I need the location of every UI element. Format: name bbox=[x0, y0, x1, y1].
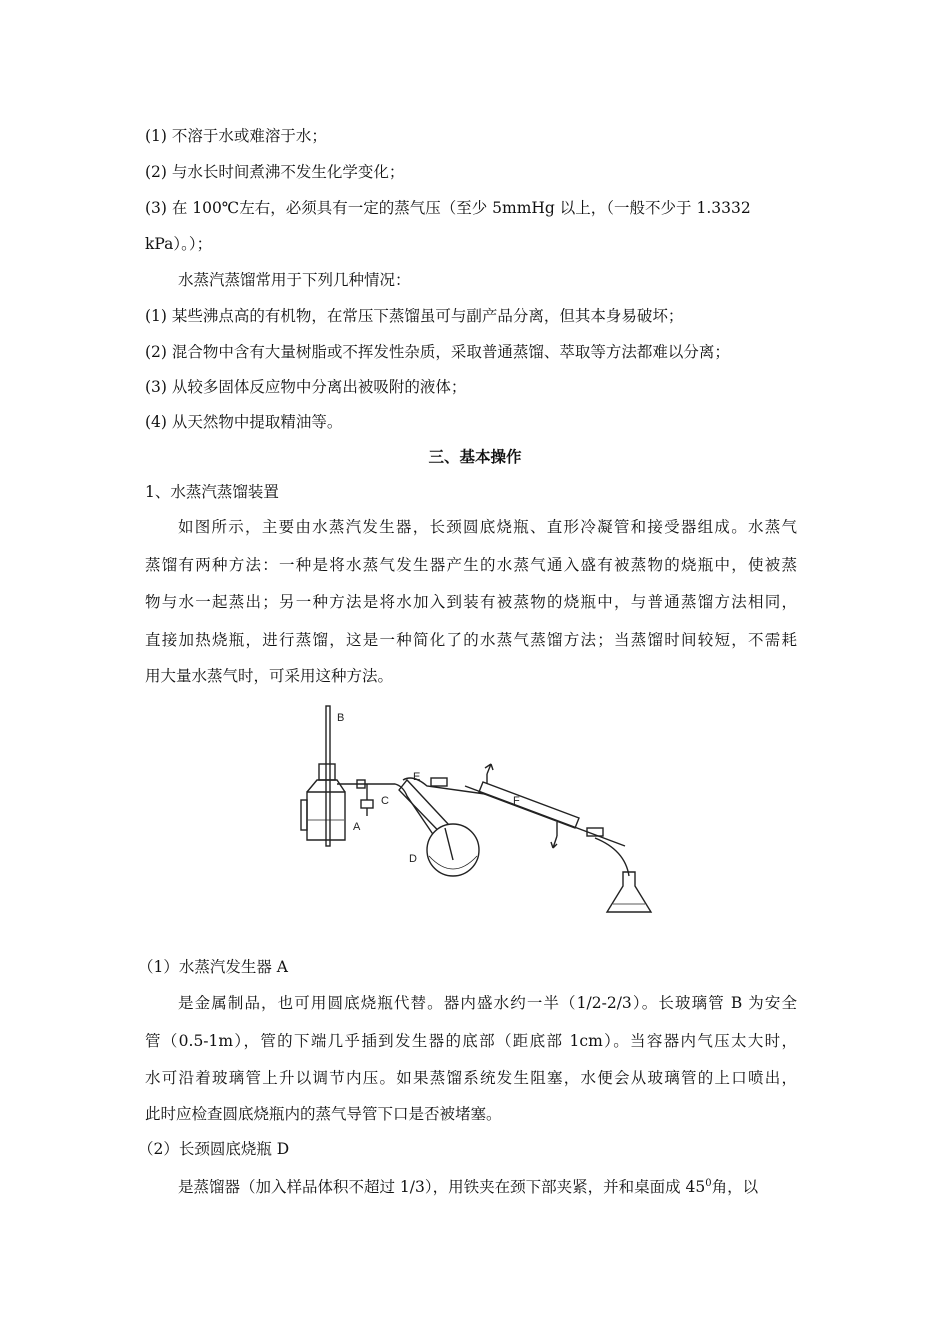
label-a: A bbox=[353, 821, 361, 833]
label-c: C bbox=[381, 795, 389, 807]
water-out-arrow bbox=[485, 764, 493, 774]
safety-tube-b bbox=[326, 706, 330, 846]
usage-item-1: (1) 某些沸点高的有机物，在常压下蒸馏虽可与副产品分离，但其本身易破坏； bbox=[145, 307, 684, 325]
adapter-tube bbox=[595, 838, 629, 876]
condenser-f-jacket bbox=[479, 782, 579, 828]
property-line-4: kPa）。）； bbox=[145, 235, 213, 253]
item-1-line-3: 水可沿着玻璃管上升以调节内压。如果蒸馏系统发生阻塞，水便会从玻璃管的上口喷出， bbox=[145, 1069, 797, 1087]
item-1-line-4: 此时应检查圆底烧瓶内的蒸气导管下口是否被堵塞。 bbox=[145, 1105, 502, 1123]
stopcock-c bbox=[361, 800, 373, 808]
receiver-flask bbox=[607, 872, 651, 912]
property-line-3: (3) 在 100℃左右，必须具有一定的蒸气压（至少 5mmHg 以上，（一般不少于 1.3332 bbox=[145, 199, 751, 217]
condenser-inner-tube bbox=[465, 786, 625, 846]
item-2-title: （2）长颈圆底烧瓶 D bbox=[138, 1140, 290, 1158]
degree-superscript: 0 bbox=[705, 1178, 712, 1189]
item-2-text-before: 是蒸馏器（加入样品体积不超过 1/3），用铁夹在颈下部夹紧，并和桌面成 45 bbox=[178, 1178, 706, 1197]
paragraph-1-line-1: 如图所示，主要由水蒸汽发生器，长颈圆底烧瓶、直形冷凝管和接受器组成。水蒸气 bbox=[178, 518, 797, 536]
generator-gauge bbox=[301, 800, 307, 830]
flask-d-body bbox=[427, 824, 479, 876]
water-in-arrow bbox=[551, 836, 557, 848]
property-line-2: (2) 与水长时间煮沸不发生化学变化； bbox=[145, 163, 405, 181]
usage-item-2: (2) 混合物中含有大量树脂或不挥发性杂质，采取普通蒸馏、萃取等方法都难以分离； bbox=[145, 343, 730, 361]
label-b: B bbox=[337, 712, 345, 724]
item-2-text-after: 角，以 bbox=[711, 1178, 759, 1197]
subsection-title: 1、水蒸汽蒸馏装置 bbox=[145, 483, 279, 501]
paragraph-1-line-4: 直接加热烧瓶，进行蒸馏，这是一种简化了的水蒸气蒸馏方法；当蒸馏时间较短，不需耗 bbox=[145, 631, 797, 649]
clamp-e bbox=[431, 778, 447, 786]
paragraph-1-line-2: 蒸馏有两种方法：一种是将水蒸气发生器产生的水蒸气通入盛有被蒸物的烧瓶中，使被蒸 bbox=[145, 556, 797, 574]
apparatus-diagram bbox=[295, 700, 655, 925]
usage-intro: 水蒸汽蒸馏常用于下列几种情况： bbox=[178, 271, 411, 289]
property-line-1: (1) 不溶于水或难溶于水； bbox=[145, 127, 327, 145]
paragraph-1-line-3: 物与水一起蒸出；另一种方法是将水加入到装有被蒸物的烧瓶中，与普通蒸馏方法相同， bbox=[145, 593, 797, 611]
section-title: 三、基本操作 bbox=[428, 447, 522, 466]
item-2-line-1 bbox=[178, 1174, 758, 1197]
steam-distillation-apparatus-figure bbox=[295, 700, 655, 925]
label-e: E bbox=[413, 771, 421, 783]
label-f: F bbox=[513, 795, 520, 807]
item-1-line-2: 管（0.5-1m），管的下端几乎插到发生器的底部（距底部 1cm）。当容器内气压太大时， bbox=[145, 1032, 797, 1050]
paragraph-1-line-5: 用大量水蒸气时，可采用这种方法。 bbox=[145, 667, 394, 685]
label-d: D bbox=[409, 853, 417, 865]
usage-item-3: (3) 从较多固体反应物中分离出被吸附的液体； bbox=[145, 378, 467, 396]
item-1-title: （1）水蒸汽发生器 A bbox=[138, 958, 288, 976]
usage-item-4: (4) 从天然物中提取精油等。 bbox=[145, 413, 343, 431]
item-1-line-1: 是金属制品，也可用圆底烧瓶代替。器内盛水约一半（1/2-2/3）。长玻璃管 B 为安全 bbox=[178, 994, 797, 1012]
